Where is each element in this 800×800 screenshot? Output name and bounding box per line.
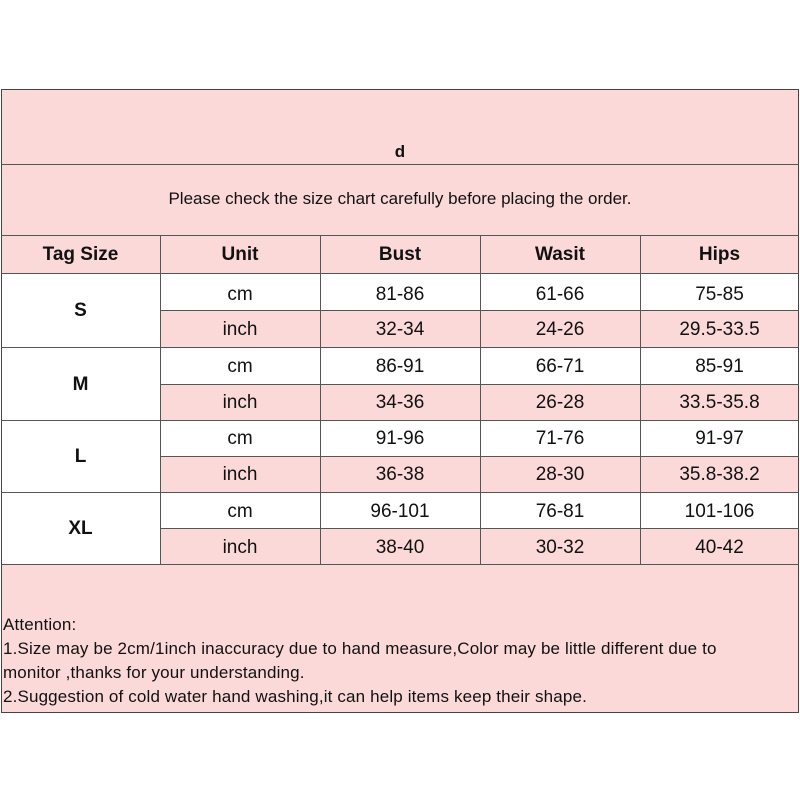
unit-cell: cm [227,355,253,377]
bust-cell: 32-34 [375,318,425,340]
bust-cell: 96-101 [370,500,430,522]
tag-size-s: S [74,300,87,321]
hips-cell: 75-85 [695,283,744,305]
header-unit: Unit [221,244,259,265]
unit-cell: inch [222,463,258,485]
hips-cell: 101-106 [684,500,755,522]
attention-heading: Attention: [3,615,77,634]
bust-cell: 36-38 [375,463,425,485]
unit-cell: inch [222,536,258,558]
note-line-1: 1.Size may be 2cm/1inch inaccuracy due to hand measure,Color may be little different due to [3,639,717,658]
hips-cell: 85-91 [695,355,744,377]
waist-cell: 66-71 [535,355,585,377]
waist-cell: 24-26 [535,318,585,340]
waist-cell: 61-66 [535,283,585,305]
divider [1,164,799,165]
waist-cell: 26-28 [535,391,585,413]
hips-cell: 35.8-38.2 [679,463,760,485]
chart-title: d [394,141,406,161]
hips-cell: 29.5-33.5 [679,318,760,340]
header-tag-size: Tag Size [42,244,119,265]
unit-cell: inch [222,318,258,340]
unit-cell: cm [227,427,253,449]
waist-cell: 28-30 [535,463,585,485]
tag-size-m: M [72,373,89,395]
unit-cell: cm [227,283,253,305]
header-waist: Wasit [535,244,585,265]
bust-cell: 91-96 [375,427,425,449]
bust-cell: 38-40 [375,536,425,558]
waist-cell: 71-76 [535,427,585,449]
hips-cell: 91-97 [695,427,744,449]
bust-cell: 86-91 [375,355,425,377]
tag-size-l: L [74,446,87,467]
unit-cell: cm [227,500,253,522]
waist-cell: 76-81 [535,500,585,522]
hips-cell: 40-42 [695,536,744,558]
attention-notes [3,613,797,709]
note-line-1-continued: monitor ,thanks for your understanding. [3,663,305,682]
hips-cell: 33.5-35.8 [679,391,760,413]
bust-cell: 34-36 [375,391,425,413]
header-bust: Bust [378,244,422,265]
header-hips: Hips [698,244,741,265]
unit-cell: inch [222,391,258,413]
waist-cell: 30-32 [535,536,585,558]
tag-size-xl: XL [68,518,93,539]
note-line-2: 2.Suggestion of cold water hand washing,it can help items keep their shape. [3,687,587,706]
chart-subtitle: Please check the size chart carefully before placing the order. [168,188,632,208]
bust-cell: 81-86 [375,283,425,305]
